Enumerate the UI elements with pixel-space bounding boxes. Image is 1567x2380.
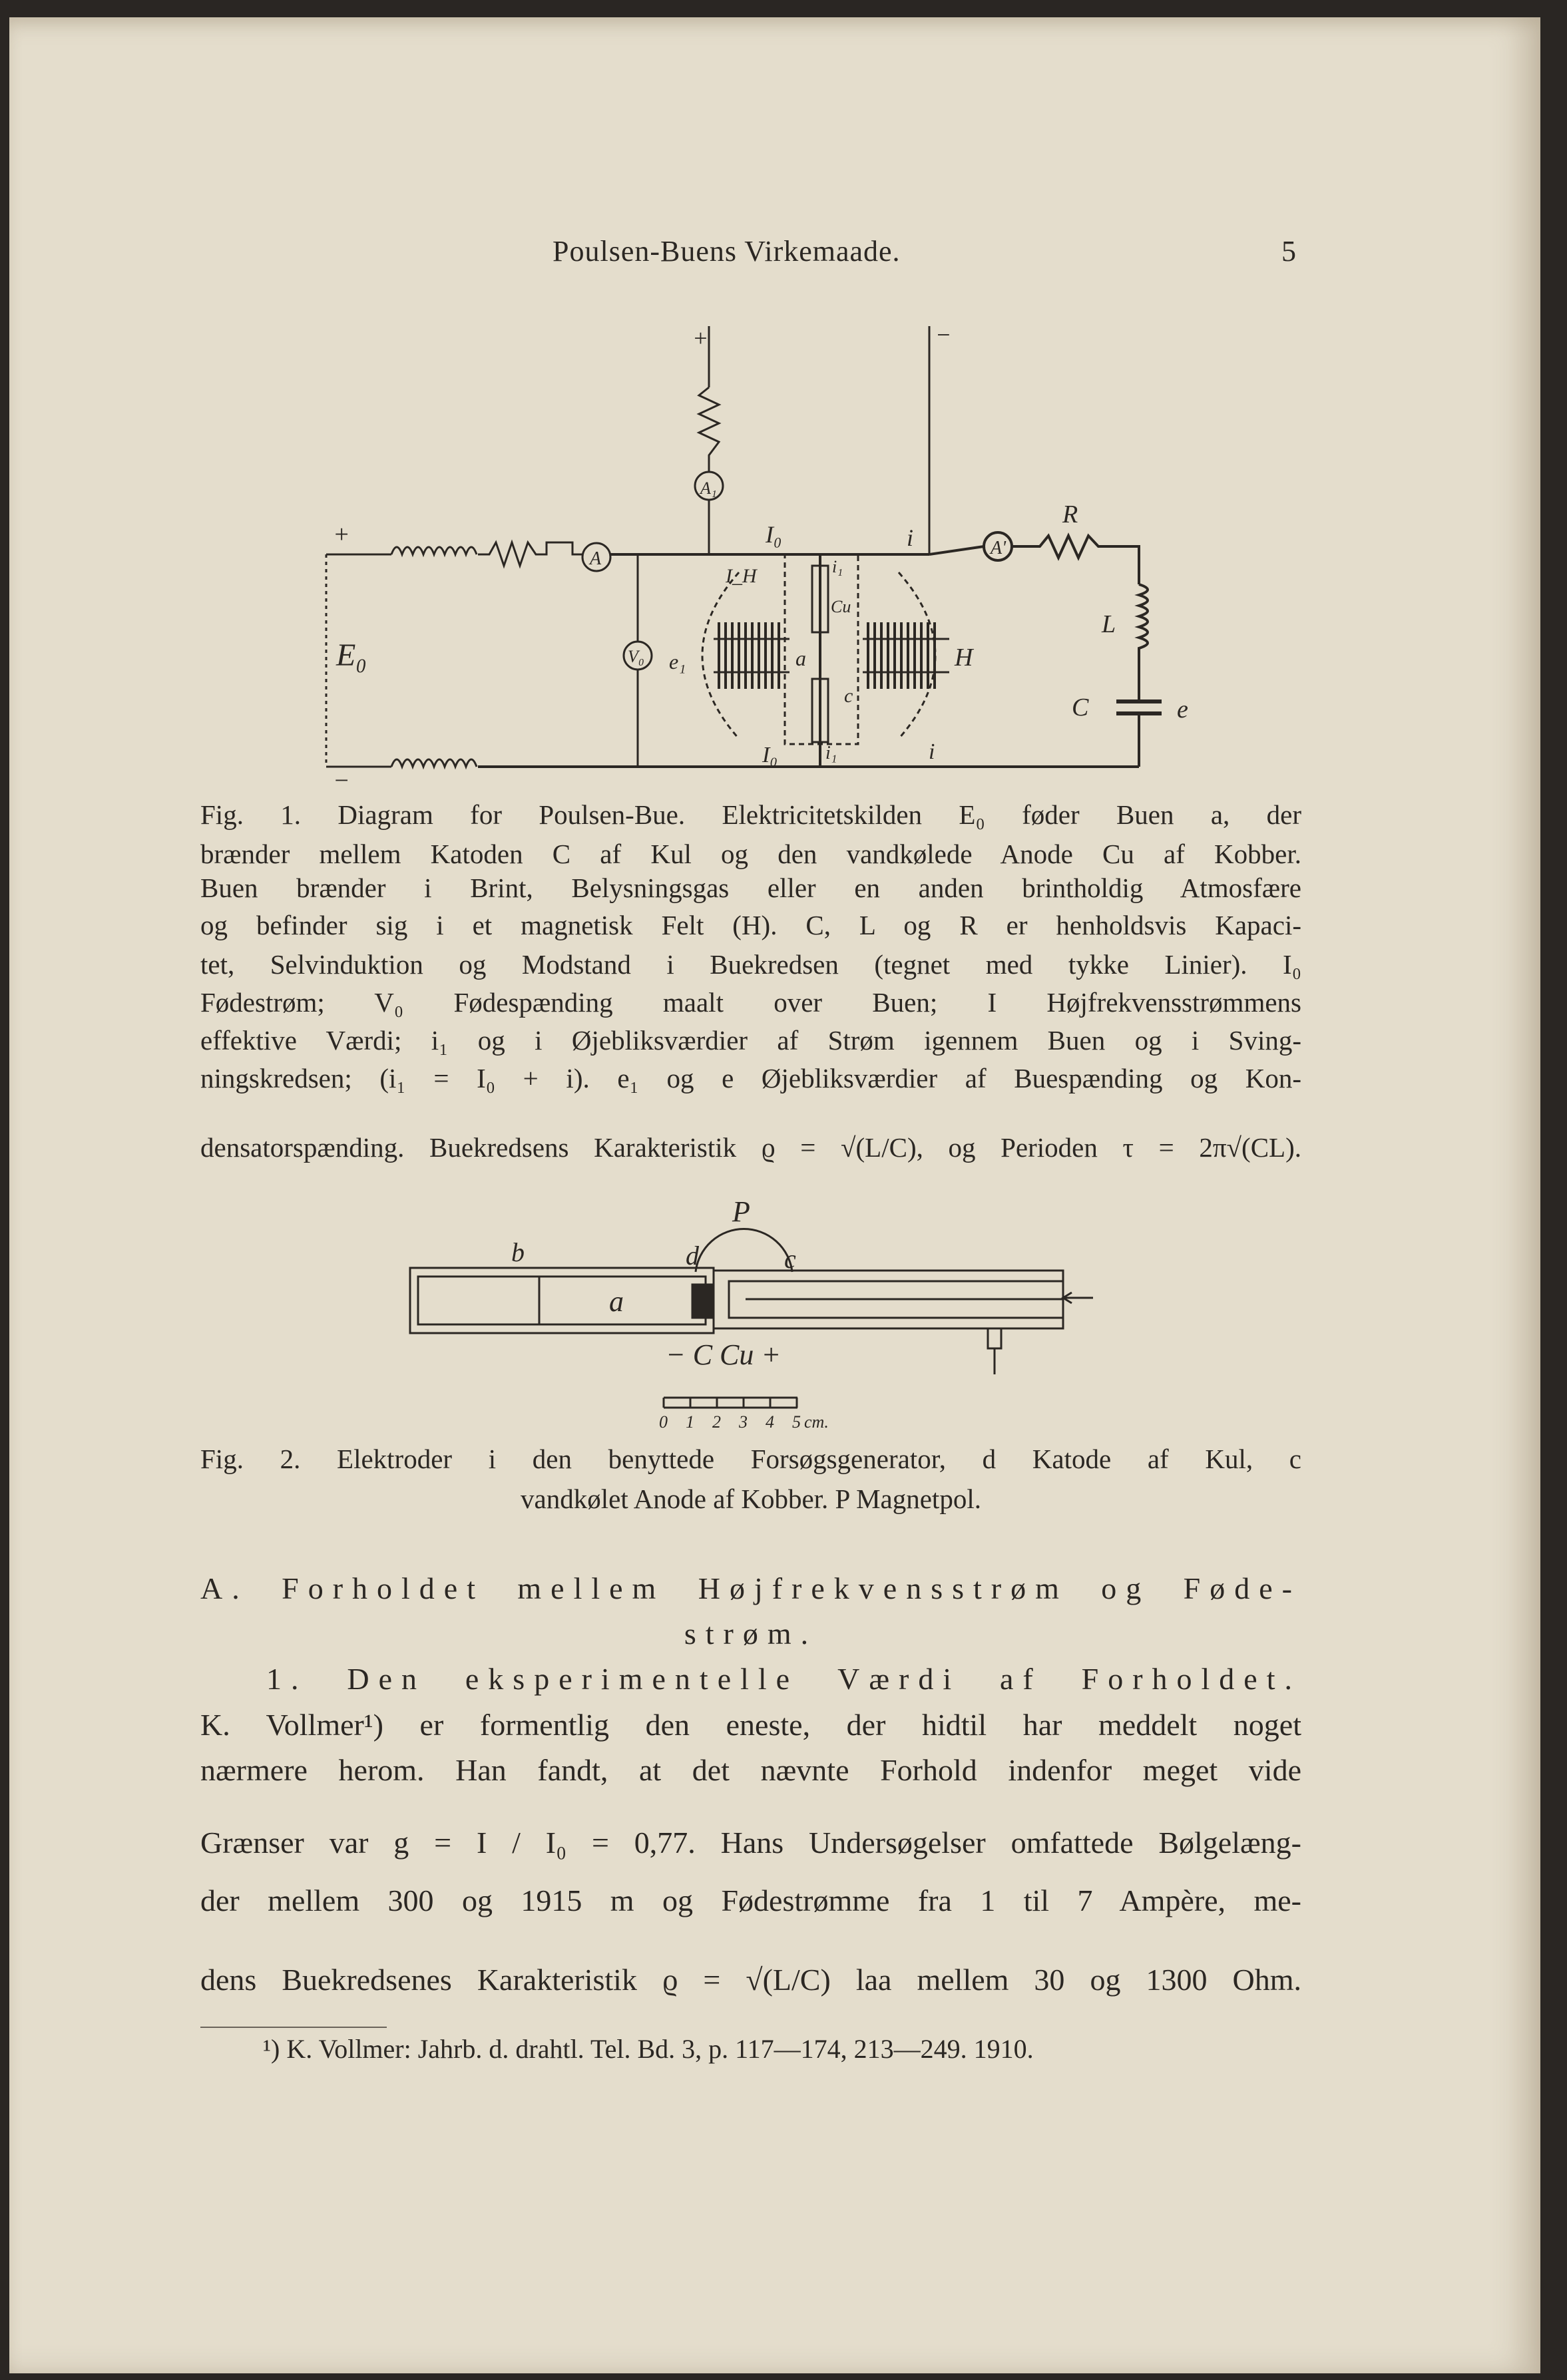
footnote: ¹) K. Vollmer: Jahrb. d. drahtl. Tel. Bd. 3, p. 117—174, 213—249. 1910. <box>263 2034 1034 2064</box>
running-header: Poulsen-Buens Virkemaade. <box>553 235 901 268</box>
fig2-label-a: a <box>609 1285 624 1318</box>
label-V0: V₀ <box>628 647 644 666</box>
label-Cu: Cu <box>831 597 851 616</box>
label-plus-top: + <box>692 325 709 351</box>
label-A1: A₁ <box>700 479 717 498</box>
label-minus-top: − <box>935 321 952 348</box>
fig2-label-b: b <box>511 1237 525 1267</box>
feed-coil-top <box>391 547 477 554</box>
label-C: C <box>1072 694 1089 721</box>
inductor-L <box>1139 584 1148 668</box>
subsection-heading: 1. Den eksperimentelle Værdi af Forholdet. <box>266 1662 1301 1696</box>
resistor-vertical <box>699 387 719 472</box>
label-a: a <box>795 646 806 670</box>
fig2-label-d: d <box>686 1241 699 1271</box>
scale-tick-4: 4 <box>766 1412 774 1432</box>
label-IH: I_H <box>726 565 757 587</box>
label-A-prime: A' <box>991 538 1007 558</box>
label-I0-bottom: I₀ <box>762 743 778 767</box>
caption-line: tet, Selvinduktion og Modstand i Buekredsen (tegnet med tykke Linier). I₀ <box>200 949 1301 980</box>
magnet-pole-P <box>696 1229 792 1272</box>
label-R: R <box>1062 500 1078 528</box>
caption-line: og befinder sig i et magnetisk Felt (H). C, L og R er henholdsvis Kapaci- <box>200 910 1301 940</box>
caption-line: Fig. 2. Elektroder i den benyttede Forsøgsgenerator, d Katode af Kul, c <box>200 1444 1301 1474</box>
label-plus-left: + <box>333 520 350 548</box>
resistor-top <box>478 542 582 566</box>
fig2-label-c: c <box>784 1244 796 1274</box>
scale-tick-2: 2 <box>712 1412 721 1432</box>
scale-tick-3: 3 <box>739 1412 748 1432</box>
feed-coil-bottom <box>391 759 477 767</box>
footnote-rule <box>200 2027 387 2028</box>
label-I0-top: I₀ <box>766 521 782 548</box>
label-E0: E₀ <box>336 638 367 673</box>
body-line: der mellem 300 og 1915 m og Fødestrømme fra 1 til 7 Ampère, me- <box>200 1884 1301 1917</box>
magnet-coil-left <box>714 622 789 689</box>
caption-line: Fødestrøm; V₀ Fødespænding maalt over Buen; I Højfrekvensstrømmens <box>200 987 1301 1018</box>
label-i-bottom: i <box>929 739 935 764</box>
electrode-tube-b <box>410 1268 714 1333</box>
magnet-coil-right <box>863 622 949 689</box>
body-line: Grænser var g = I / I₀ = 0,77. Hans Undersøgelser omfattede Bølgelæng- <box>200 1826 1301 1860</box>
caption-line: ningskredsen; (i₁ = I₀ + i). e₁ og e Øjebliksværdier af Buespænding og Kon- <box>200 1063 1301 1093</box>
resistor-R <box>1012 536 1139 584</box>
label-c: c <box>844 685 853 707</box>
caption-line: vandkølet Anode af Kobber. P Magnetpol. <box>521 1484 981 1514</box>
label-i1-top: i₁ <box>832 557 843 576</box>
body-line: dens Buekredsenes Karakteristik ϱ = √(L/C) laa mellem 30 og 1300 Ohm. <box>200 1963 1301 1997</box>
caption-line: densatorspænding. Buekredsens Karakteristik ϱ = √(L/C), og Perioden τ = 2π√(CL). <box>200 1132 1301 1163</box>
label-i-top: i <box>907 524 914 551</box>
scale-unit: cm. <box>804 1412 829 1432</box>
caption-line: effektive Værdi; i₁ og i Øjebliksværdier af Strøm igennem Buen og i Sving- <box>200 1025 1301 1056</box>
caption-line: brænder mellem Katoden C af Kul og den vandkølede Anode Cu af Kobber. <box>200 839 1301 869</box>
label-A: A <box>590 548 602 569</box>
label-H: H <box>955 644 973 672</box>
label-e: e <box>1177 695 1188 723</box>
caption-line: Buen brænder i Brint, Belysningsgas eller en anden brintholdig Atmosfære <box>200 873 1301 903</box>
label-i1-bottom: i₁ <box>825 743 837 763</box>
body-line: K. Vollmer¹) er formentlig den eneste, der hidtil har meddelt noget <box>200 1708 1301 1742</box>
section-heading: A. Forholdet mellem Højfrekvensstrøm og Føde- <box>200 1571 1301 1605</box>
section-heading-cont: strøm. <box>684 1617 818 1651</box>
label-L: L <box>1102 610 1116 638</box>
body-line: nærmere herom. Han fandt, at det nævnte Forhold indenfor meget vide <box>200 1753 1301 1787</box>
caption-line: Fig. 1. Diagram for Poulsen-Bue. Elektricitetskilden E₀ føder Buen a, der <box>200 799 1301 830</box>
scale-tick-5: 5 <box>792 1412 801 1432</box>
label-minus-left: − <box>333 767 350 795</box>
fig2-label-electrodes: − C Cu + <box>666 1338 782 1371</box>
label-e1: e₁ <box>669 650 686 674</box>
scale-tick-0: 0 <box>659 1412 668 1432</box>
scale-tick-1: 1 <box>686 1412 694 1432</box>
cathode-d <box>692 1285 712 1318</box>
page-number: 5 <box>1281 235 1297 268</box>
scale-bar <box>664 1398 797 1408</box>
fig2-label-P: P <box>732 1195 750 1228</box>
